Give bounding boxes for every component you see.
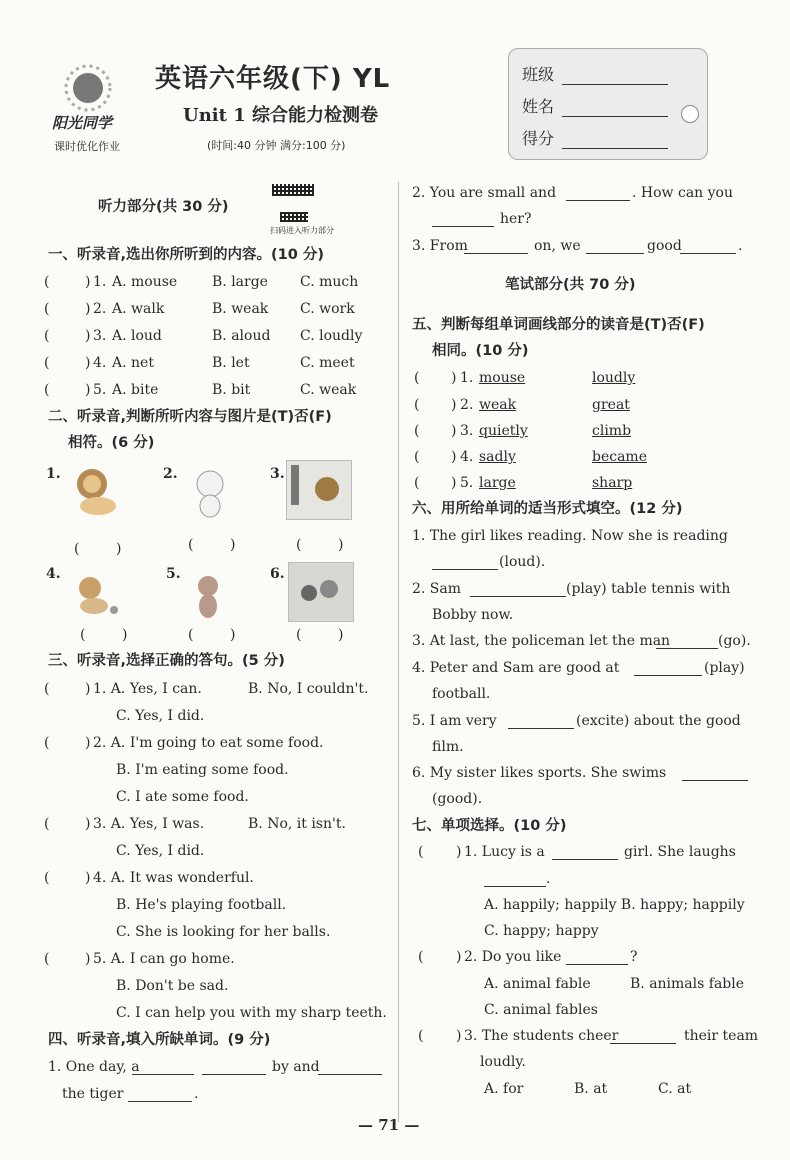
answer-blank[interactable] xyxy=(484,872,546,887)
qr-caption: 扫码进入听力部分 xyxy=(270,226,334,235)
answer-blank[interactable] xyxy=(634,661,702,676)
answer-blank[interactable] xyxy=(202,1060,266,1075)
fill-text: 5. I am very xyxy=(412,713,497,729)
fill-text: . How can you xyxy=(632,185,733,201)
class-label: 班级 xyxy=(522,65,555,84)
section-2-heading: 二、听录音,判断所听内容与图片是(T)否(F) xyxy=(48,409,332,425)
fill-text: 4. Peter and Sam are good at xyxy=(412,660,620,676)
word-b: became xyxy=(592,449,647,465)
fill-text: . xyxy=(738,238,743,254)
word-a: large xyxy=(479,475,516,491)
option-b: B. bit xyxy=(212,382,251,398)
answer-option: C. I can help you with my sharp teeth. xyxy=(116,1005,387,1021)
question-text: 2. Do you like xyxy=(464,949,562,965)
fill-text: (good). xyxy=(432,791,483,807)
choice-option: A. for xyxy=(484,1081,524,1097)
word-a: mouse xyxy=(479,370,526,386)
item-number: 4. xyxy=(93,355,107,371)
option-a: A. loud xyxy=(112,328,162,344)
answer-blank[interactable] xyxy=(432,212,494,227)
fill-text: 3. From xyxy=(412,238,468,254)
fill-text: 2. Sam xyxy=(412,581,462,597)
word-a: sadly xyxy=(479,449,516,465)
word-a: weak xyxy=(479,397,517,413)
answer-option: 5. A. I can go home. xyxy=(93,951,235,967)
answer-blank[interactable] xyxy=(432,555,498,570)
answer-option: B. No, it isn't. xyxy=(248,816,346,832)
answer-blank[interactable] xyxy=(566,186,630,201)
option-c: C. work xyxy=(300,301,355,317)
writing-title: 笔试部分(共 70 分) xyxy=(505,277,636,293)
answer-blank[interactable] xyxy=(586,239,644,254)
picture-number: 2. xyxy=(163,466,178,482)
word-a: quietly xyxy=(479,423,528,439)
answer-blank[interactable] xyxy=(508,714,574,729)
answer-blank[interactable] xyxy=(680,239,736,254)
picture-number: 1. xyxy=(46,466,61,482)
answer-option: 2. A. I'm going to eat some food. xyxy=(93,735,324,751)
section-7-heading: 七、单项选择。(10 分) xyxy=(412,818,567,834)
item-number: 4. xyxy=(460,449,474,465)
answer-blank[interactable] xyxy=(132,1060,194,1075)
item-number: 3. xyxy=(93,328,107,344)
section-4-heading: 四、听录音,填入所缺单词。(9 分) xyxy=(48,1032,271,1048)
option-a: A. walk xyxy=(112,301,165,317)
fill-text: (excite) about the good xyxy=(576,713,741,729)
fill-text: . xyxy=(194,1086,199,1102)
listening-title: 听力部分(共 30 分) xyxy=(98,199,229,215)
option-a: A. net xyxy=(112,355,154,371)
section-3-heading: 三、听录音,选择正确的答句。(5 分) xyxy=(48,653,285,669)
mouse-picture xyxy=(180,566,244,624)
choice-option: A. happily; happily B. happy; happily xyxy=(484,897,745,913)
word-b: sharp xyxy=(592,475,633,491)
choice-option: B. at xyxy=(574,1081,608,1097)
item-number: 5. xyxy=(93,382,107,398)
fill-text: 1. One day, a xyxy=(48,1059,140,1075)
score-label: 得分 xyxy=(522,129,555,148)
class-field[interactable] xyxy=(562,84,668,85)
fill-text: her? xyxy=(500,211,532,227)
answer-blank[interactable] xyxy=(656,634,718,649)
fill-text: (go). xyxy=(718,633,751,649)
fill-text: good xyxy=(647,238,682,254)
question-text: girl. She laughs xyxy=(624,844,736,860)
qr-code-icon[interactable] xyxy=(280,212,308,222)
item-number: 1. xyxy=(460,370,474,386)
item-number: 2. xyxy=(93,301,107,317)
item-number: 5. xyxy=(460,475,474,491)
option-b: B. let xyxy=(212,355,250,371)
page-subtitle: Unit 1 综合能力检测卷 xyxy=(183,105,378,126)
option-c: C. loudly xyxy=(300,328,363,344)
lion-picture xyxy=(62,462,126,520)
answer-option: 1. A. Yes, I can. xyxy=(93,681,202,697)
item-number: 2. xyxy=(460,397,474,413)
fill-text: Bobby now. xyxy=(432,607,514,623)
section-5-heading-cont: 相同。(10 分) xyxy=(432,343,529,359)
answer-option: B. Don't be sad. xyxy=(116,978,229,994)
option-c: C. meet xyxy=(300,355,355,371)
lion-in-forest-picture xyxy=(286,460,352,520)
question-text: 1. Lucy is a xyxy=(464,844,545,860)
name-label: 姓名 xyxy=(522,97,555,116)
fill-text: 2. You are small and xyxy=(412,185,557,201)
section-1-heading: 一、听录音,选出你所听到的内容。(10 分) xyxy=(48,247,324,263)
answer-option: 4. A. It was wonderful. xyxy=(93,870,254,886)
section-6-heading: 六、用所给单词的适当形式填空。(12 分) xyxy=(412,501,683,517)
lion-and-mouse-picture xyxy=(64,566,128,624)
answer-option: B. I'm eating some food. xyxy=(116,762,289,778)
answer-blank[interactable] xyxy=(552,845,618,860)
page-number: — 71 — xyxy=(358,1116,420,1134)
fill-text: 3. At last, the policeman let the man xyxy=(412,633,671,649)
answer-option: C. Yes, I did. xyxy=(116,843,205,859)
fill-text: by and xyxy=(272,1059,320,1075)
column-divider xyxy=(398,182,399,1122)
fill-text: (loud). xyxy=(499,554,546,570)
item-number: 1. xyxy=(93,274,107,290)
option-b: B. large xyxy=(212,274,268,290)
time-info: (时间:40 分钟 满分:100 分) xyxy=(207,139,346,152)
fill-text: 6. My sister likes sports. She swims xyxy=(412,765,667,781)
animals-group-picture xyxy=(288,562,354,622)
answer-blank[interactable] xyxy=(128,1087,192,1102)
choice-option: B. animals fable xyxy=(630,976,745,992)
qr-code-icon[interactable] xyxy=(272,184,314,196)
fill-text: football. xyxy=(432,686,491,702)
picture-number: 3. xyxy=(270,466,285,482)
fill-text: film. xyxy=(432,739,464,755)
section-5-heading: 五、判断每组单词画线部分的读音是(T)否(F) xyxy=(412,317,705,333)
question-text: their team xyxy=(684,1028,759,1044)
option-a: A. bite xyxy=(112,382,159,398)
picture-number: 5. xyxy=(166,566,181,582)
choice-option: A. animal fable xyxy=(484,976,591,992)
answer-option: C. Yes, I did. xyxy=(116,708,205,724)
word-b: loudly xyxy=(592,370,636,386)
option-c: C. weak xyxy=(300,382,357,398)
answer-blank[interactable] xyxy=(566,950,628,965)
item-number: 3. xyxy=(460,423,474,439)
answer-option: B. He's playing football. xyxy=(116,897,287,913)
logo-sub: 课时优化作业 xyxy=(54,140,120,153)
picture-number: 4. xyxy=(46,566,61,582)
fill-text: (play) xyxy=(704,660,745,676)
option-c: C. much xyxy=(300,274,359,290)
tag-hole-icon xyxy=(681,105,699,123)
option-b: B. aloud xyxy=(212,328,271,344)
question-text: ? xyxy=(630,949,638,965)
choice-option: C. animal fables xyxy=(484,1002,598,1018)
answer-option: 3. A. Yes, I was. xyxy=(93,816,205,832)
option-b: B. weak xyxy=(212,301,269,317)
answer-option: C. I ate some food. xyxy=(116,789,249,805)
answer-blank[interactable] xyxy=(610,1029,676,1044)
cat-picture xyxy=(180,462,244,520)
answer-blank[interactable] xyxy=(682,766,748,781)
page-title: 英语六年级(下) YL xyxy=(155,64,391,94)
fill-text: 1. The girl likes reading. Now she is reading xyxy=(412,528,728,544)
name-field[interactable] xyxy=(562,116,668,117)
fill-text: the tiger xyxy=(62,1086,124,1102)
picture-number: 6. xyxy=(270,566,285,582)
answer-blank[interactable] xyxy=(464,239,528,254)
choice-option: C. at xyxy=(658,1081,692,1097)
answer-blank[interactable] xyxy=(318,1060,382,1075)
score-field[interactable] xyxy=(562,148,668,149)
word-b: great xyxy=(592,397,630,413)
question-text: 3. The students cheer xyxy=(464,1028,619,1044)
fill-text: (play) table tennis with xyxy=(566,581,731,597)
option-a: A. mouse xyxy=(112,274,178,290)
question-text: loudly. xyxy=(480,1054,526,1070)
fill-text: on, we xyxy=(534,238,581,254)
answer-option: B. No, I couldn't. xyxy=(248,681,369,697)
answer-option: C. She is looking for her balls. xyxy=(116,924,331,940)
choice-option: C. happy; happy xyxy=(484,923,599,939)
answer-blank[interactable] xyxy=(470,582,566,597)
word-b: climb xyxy=(592,423,632,439)
section-2-heading-cont: 相符。(6 分) xyxy=(68,435,155,451)
logo-name: 阳光同学 xyxy=(52,114,113,132)
question-text: . xyxy=(546,871,551,887)
